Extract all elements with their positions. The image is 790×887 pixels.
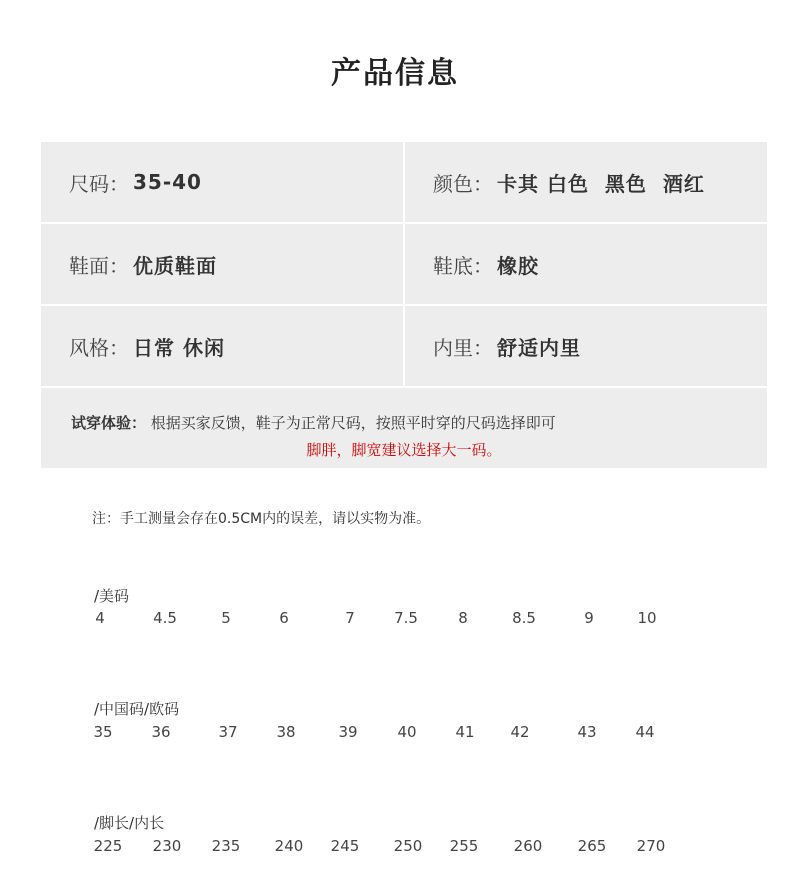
size-value: 250: [393, 837, 423, 855]
info-row-1: [41, 142, 767, 222]
size-value: 35: [93, 723, 113, 741]
info-cell-lining: [405, 306, 767, 386]
size-value: 42: [510, 723, 530, 741]
size-value: 10: [637, 609, 657, 627]
measurement-remark: 注：手工测量会存在0.5CM内的误差，请以实物为准。: [92, 511, 431, 527]
size-row-label: /脚长/内长: [94, 814, 165, 832]
info-cell-style: [41, 306, 403, 386]
info-value: 优质鞋面: [133, 253, 217, 278]
size-value: 44: [635, 723, 655, 741]
size-row-label: /中国码/欧码: [94, 700, 180, 718]
info-cell-upper: [41, 224, 403, 304]
size-value: 4: [95, 609, 105, 627]
info-label: 颜色：: [433, 171, 493, 196]
info-label: 内里：: [433, 335, 493, 360]
size-value: 9: [584, 609, 594, 627]
size-value: 225: [93, 837, 123, 855]
size-row-label: /美码: [94, 587, 130, 605]
size-value: 43: [577, 723, 597, 741]
info-label: 尺码：: [69, 171, 129, 196]
size-value: 260: [513, 837, 543, 855]
info-cell-size: [41, 142, 403, 222]
size-value: 8: [458, 609, 468, 627]
fit-note-line: [71, 412, 556, 433]
size-value: 41: [455, 723, 475, 741]
size-value: 7.5: [394, 609, 418, 627]
info-value: 35-40: [133, 170, 202, 194]
fit-note-label: 试穿体验：: [71, 414, 147, 432]
size-value: 265: [577, 837, 607, 855]
size-value: 245: [330, 837, 360, 855]
size-value: 4.5: [153, 609, 177, 627]
info-label: 鞋面：: [69, 253, 129, 278]
size-value: 8.5: [512, 609, 536, 627]
info-cell-color: [405, 142, 767, 222]
info-label: 鞋底：: [433, 253, 493, 278]
size-value: 230: [152, 837, 182, 855]
fit-note-highlight: 脚胖，脚宽建议选择大一码。: [306, 441, 502, 459]
info-value: 日常 休闲: [133, 335, 225, 360]
size-value: 40: [397, 723, 417, 741]
info-label: 风格：: [69, 335, 129, 360]
info-value: 橡胶: [497, 253, 539, 278]
size-value: 235: [211, 837, 241, 855]
info-value: 卡其 白色 黑色 酒红: [497, 171, 705, 196]
info-row-2: [41, 224, 767, 304]
size-value: 270: [636, 837, 666, 855]
size-value: 37: [218, 723, 238, 741]
fit-note-box: [41, 388, 767, 468]
info-value: 舒适内里: [497, 335, 581, 360]
info-row-3: [41, 306, 767, 386]
size-value: 255: [449, 837, 479, 855]
size-value: 240: [274, 837, 304, 855]
fit-note-text: 根据买家反馈，鞋子为正常尺码，按照平时穿的尺码选择即可: [150, 414, 556, 432]
page-title: 产品信息: [331, 56, 459, 91]
size-value: 5: [221, 609, 231, 627]
size-value: 7: [345, 609, 355, 627]
product-info-table: [41, 142, 767, 388]
size-value: 36: [151, 723, 171, 741]
info-cell-sole: [405, 224, 767, 304]
size-value: 38: [276, 723, 296, 741]
size-value: 6: [279, 609, 289, 627]
size-value: 39: [338, 723, 358, 741]
